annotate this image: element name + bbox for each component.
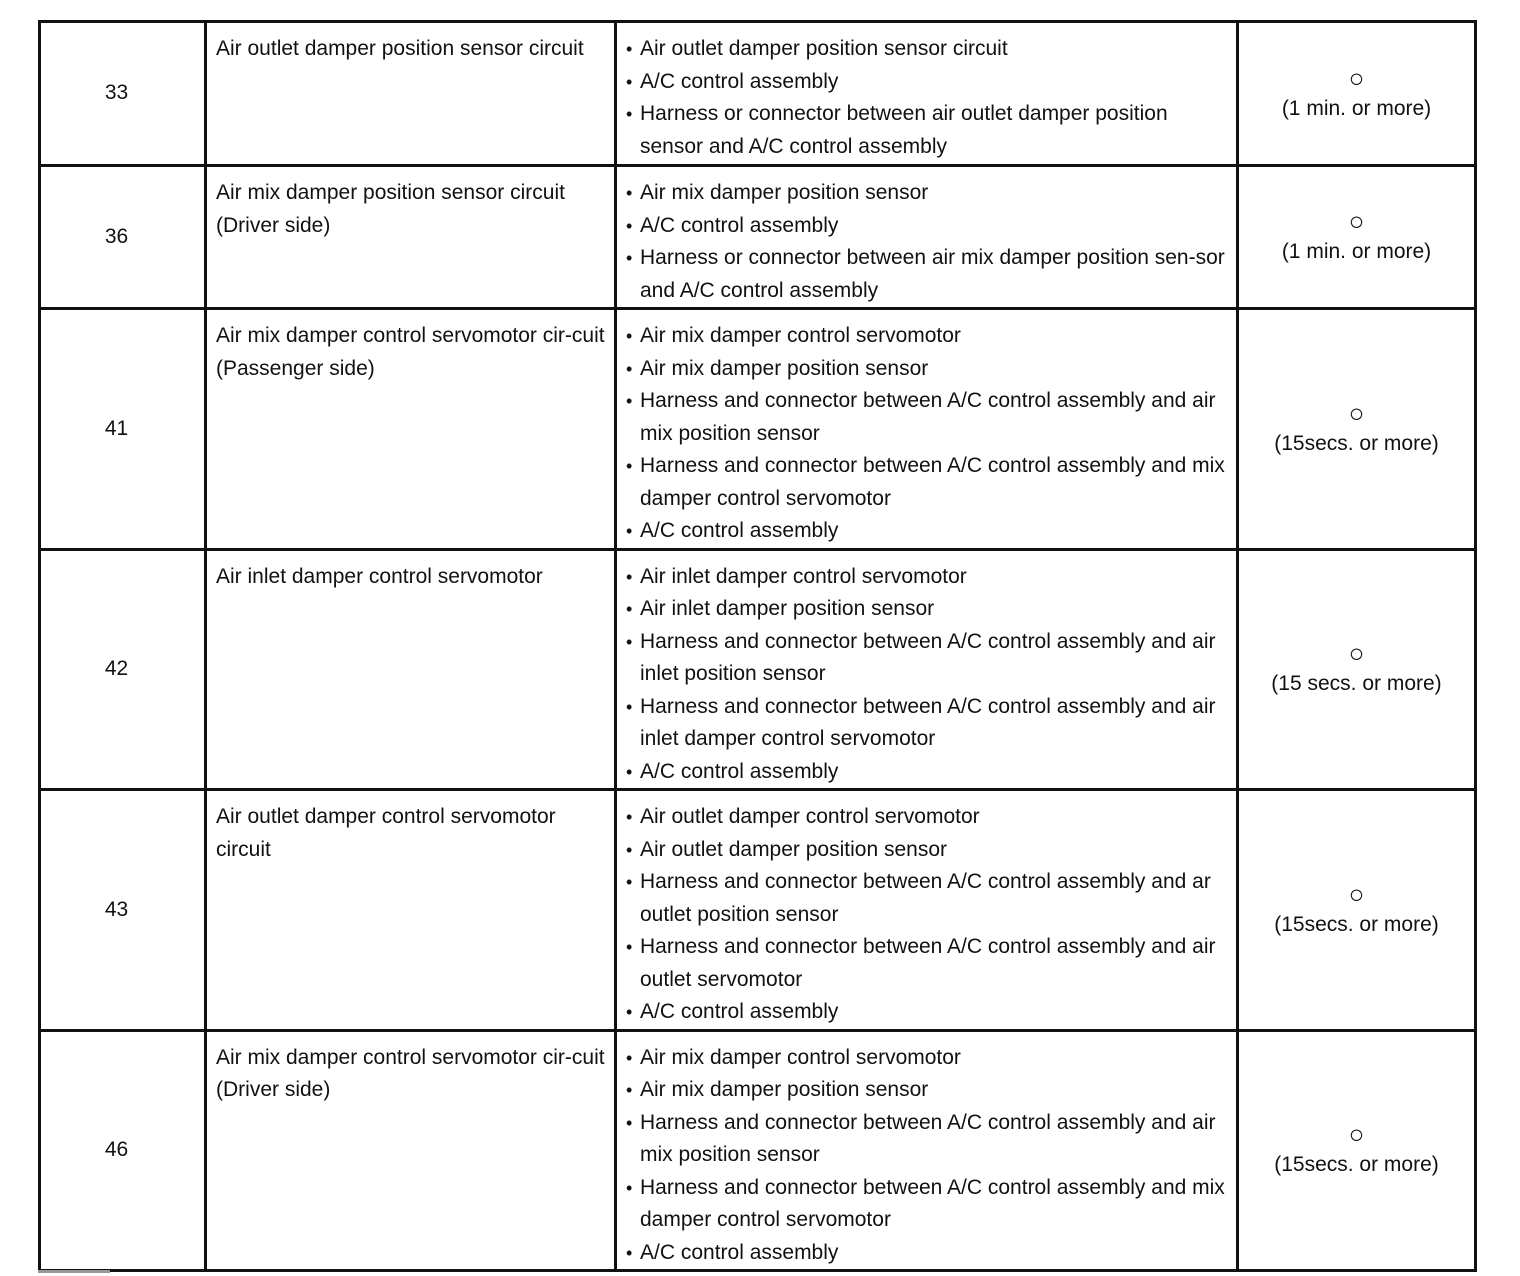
list-item: • A/C control assembly — [626, 996, 1230, 1029]
list-item: • Air inlet damper position sensor — [626, 593, 1230, 626]
list-item: • Harness and connector between A/C control assembly and mix damper control servomotor — [626, 450, 1230, 515]
table-row — [40, 309, 1476, 550]
list-item: • A/C control assembly — [626, 210, 1230, 243]
diagnostic-code-table — [38, 20, 1477, 1272]
trouble-area-cell — [616, 166, 1238, 309]
table-row — [40, 166, 1476, 309]
memory-cell — [1238, 1030, 1476, 1271]
code-cell: 41 — [40, 309, 206, 550]
list-item: • Air mix damper position sensor — [626, 177, 1230, 210]
cropped-footer-text — [38, 1270, 110, 1273]
circle-icon: ○ — [1348, 206, 1365, 236]
table-row — [40, 790, 1476, 1031]
list-item: • Air inlet damper control servomotor — [626, 561, 1230, 594]
trouble-area-cell — [616, 790, 1238, 1031]
table-row — [40, 22, 1476, 166]
list-item: • Air mix damper position sensor — [626, 1074, 1230, 1107]
list-item: • Harness and connector between A/C control assembly and air inlet position sensor — [626, 626, 1230, 691]
memory-cell — [1238, 166, 1476, 309]
detection-item-cell: Air outlet damper position sensor circuit — [206, 22, 616, 166]
trouble-area-list — [626, 177, 1230, 307]
list-item: • A/C control assembly — [626, 515, 1230, 548]
memory-cell — [1238, 22, 1476, 166]
list-item: • Harness and connector between A/C control assembly and air outlet servomotor — [626, 931, 1230, 996]
trouble-area-cell — [616, 309, 1238, 550]
list-item: • A/C control assembly — [626, 66, 1230, 99]
trouble-area-list — [626, 561, 1230, 789]
list-item: • A/C control assembly — [626, 756, 1230, 789]
list-item: • Harness or connector between air mix damper position sen-sor and A/C control assembly — [626, 242, 1230, 307]
list-item: • Air outlet damper control servomotor — [626, 801, 1230, 834]
list-item: • Air mix damper position sensor — [626, 353, 1230, 386]
memory-note: (15 secs. or more) — [1271, 672, 1442, 696]
code-cell: 46 — [40, 1030, 206, 1271]
table-row — [40, 549, 1476, 790]
list-item: • Harness and connector between A/C control assembly and mix damper control servomotor — [626, 1172, 1230, 1237]
detection-item-cell: Air mix damper position sensor circuit (Driver side) — [206, 166, 616, 309]
code-cell: 36 — [40, 166, 206, 309]
memory-note: (15secs. or more) — [1274, 912, 1439, 936]
trouble-area-list — [626, 1042, 1230, 1270]
circle-icon: ○ — [1348, 1119, 1365, 1150]
detection-item-cell: Air mix damper control servomotor cir-cuit (Driver side) — [206, 1030, 616, 1271]
list-item: • Air outlet damper position sensor — [626, 834, 1230, 867]
trouble-area-list — [626, 33, 1230, 163]
table-row — [40, 1030, 1476, 1271]
memory-note: (1 min. or more) — [1281, 96, 1432, 120]
list-item: • Air outlet damper position sensor circuit — [626, 33, 1230, 66]
trouble-area-cell — [616, 22, 1238, 166]
trouble-area-cell — [616, 549, 1238, 790]
list-item: • A/C control assembly — [626, 1237, 1230, 1270]
code-cell: 42 — [40, 549, 206, 790]
list-item: • Air mix damper control servomotor — [626, 320, 1230, 353]
memory-cell — [1238, 549, 1476, 790]
memory-note: (15secs. or more) — [1274, 431, 1439, 455]
detection-item-cell: Air mix damper control servomotor cir-cuit (Passenger side) — [206, 309, 616, 550]
list-item: • Harness and connector between A/C control assembly and air inlet damper control servomotor — [626, 691, 1230, 756]
circle-icon: ○ — [1348, 638, 1365, 669]
memory-cell — [1238, 790, 1476, 1031]
trouble-area-list — [626, 801, 1230, 1029]
detection-item-cell: Air outlet damper control servomotor circuit — [206, 790, 616, 1031]
circle-icon: ○ — [1348, 397, 1365, 428]
circle-icon: ○ — [1348, 878, 1365, 909]
code-cell: 43 — [40, 790, 206, 1031]
memory-note: (15secs. or more) — [1274, 1153, 1439, 1177]
list-item: • Harness and connector between A/C control assembly and air mix position sensor — [626, 385, 1230, 450]
code-cell: 33 — [40, 22, 206, 166]
detection-item-cell: Air inlet damper control servomotor — [206, 549, 616, 790]
list-item: • Harness or connector between air outlet damper position sensor and A/C control assembly — [626, 98, 1230, 163]
list-item: • Harness and connector between A/C control assembly and air mix position sensor — [626, 1107, 1230, 1172]
list-item: • Harness and connector between A/C control assembly and ar outlet position sensor — [626, 866, 1230, 931]
circle-icon: ○ — [1348, 62, 1365, 93]
memory-note: (1 min. or more) — [1281, 240, 1432, 263]
list-item: • Air mix damper control servomotor — [626, 1042, 1230, 1075]
trouble-area-cell — [616, 1030, 1238, 1271]
memory-cell — [1238, 309, 1476, 550]
trouble-area-list — [626, 320, 1230, 548]
